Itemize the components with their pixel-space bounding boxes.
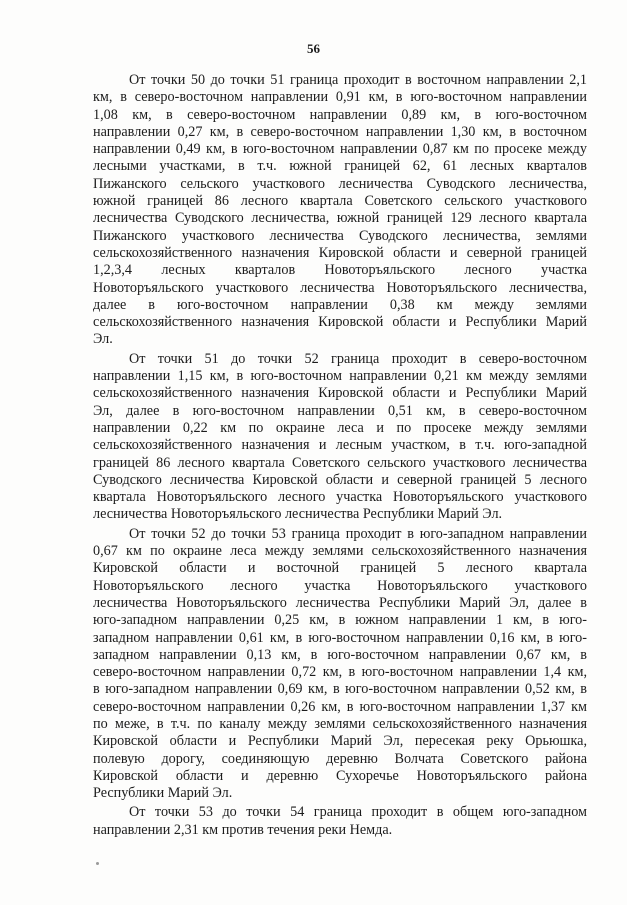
text-line: лесничества Суводского лесничества, южной границей 129 лесного квартала bbox=[93, 210, 587, 227]
text-line: по меже, в т.ч. по каналу между землями сельскохозяйственного назначения bbox=[93, 715, 587, 732]
paragraph-points-50-51 bbox=[93, 72, 587, 349]
text-line: Кировской области и деревню Сухоречье Новоторъяльского района bbox=[93, 767, 587, 784]
text-line: км, в северо-восточном направлении 0,91 км, в юго-восточном направлении bbox=[93, 89, 587, 106]
text-line: далее в юго-восточном направлении 0,38 км между землями bbox=[93, 296, 587, 313]
text-line: сельскохозяйственного назначения Кировской области и Республики Марий bbox=[93, 385, 587, 402]
text-line: Пижанского сельского участкового лесничества Суводского лесничества, bbox=[93, 175, 587, 192]
text-line: лесничества Новоторъяльского лесничества Республики Марий Эл. bbox=[93, 506, 503, 523]
text-line: западном направлении 0,61 км, в юго-восточном направлении 0,16 км, в юго- bbox=[93, 629, 587, 646]
text-line: полевую дорогу, соединяющую деревню Волчата Советского района bbox=[93, 750, 587, 767]
text-line: 0,67 км по окраине леса между землями сельскохозяйственного назначения bbox=[93, 543, 587, 560]
text-line: Новоторъяльского лесного участка Новоторъяльского участкового bbox=[93, 577, 587, 594]
text-line: От точки 53 до точки 54 граница проходит в общем юго-западном bbox=[129, 804, 587, 821]
page-number: 56 bbox=[307, 41, 320, 56]
text-line: От точки 52 до точки 53 граница проходит в юго-западном направлении bbox=[129, 525, 587, 542]
text-line: юго-западном направлении 0,25 км, в южном направлении 1 км, в юго- bbox=[93, 612, 587, 629]
text-line: южной границей 86 лесного квартала Советского сельского участкового bbox=[93, 193, 587, 210]
text-line: Кировской области и Республики Марий Эл, пересекая реку Орьюшка, bbox=[93, 733, 587, 750]
paragraph-points-52-53 bbox=[93, 526, 587, 803]
text-line: северо-восточном направлении 0,72 км, в юго-восточном направлении 1,4 км, bbox=[93, 664, 587, 681]
body-text bbox=[93, 72, 587, 841]
text-line: Пижанского участкового лесничества Суводского лесничества, землями bbox=[93, 227, 587, 244]
text-line: Республики Марий Эл. bbox=[93, 785, 233, 802]
text-line: лесными участками, в т.ч. южной границей 62, 61 лесных кварталов bbox=[93, 158, 587, 175]
text-line: Кировской области и восточной границей 5 лесного квартала bbox=[93, 560, 587, 577]
paragraph-points-51-52 bbox=[93, 351, 587, 524]
text-line: сельскохозяйственного назначения Кировской области и северной границей bbox=[93, 244, 587, 261]
text-line: сельскохозяйственного назначения и лесным участком, в т.ч. юго-западной bbox=[93, 437, 587, 454]
text-line: границей 86 лесного квартала Советского сельского участкового лесничества bbox=[93, 454, 587, 471]
paragraph-points-53-54 bbox=[93, 804, 587, 839]
text-line: Эл, далее в юго-восточном направлении 0,51 км, в северо-восточном bbox=[93, 402, 587, 419]
text-line: лесничества Новоторъяльского лесничества Республики Марий Эл, далее в bbox=[93, 594, 587, 611]
text-line: 1,08 км, в северо-восточном направлении 0,89 км, в юго-восточном bbox=[93, 106, 587, 123]
text-line: западном направлении 0,13 км, в юго-восточном направлении 0,67 км, в bbox=[93, 646, 587, 663]
text-line: От точки 51 до точки 52 граница проходит в северо-восточном bbox=[129, 350, 587, 367]
text-line: Новоторъяльского участкового лесничества Новоторъяльского лесничества, bbox=[93, 279, 587, 296]
text-line: сельскохозяйственного назначения Кировской области и Республики Марий bbox=[93, 314, 587, 331]
text-line: От точки 50 до точки 51 граница проходит в восточном направлении 2,1 bbox=[129, 72, 587, 88]
text-line: направлении 2,31 км против течения реки Немда. bbox=[93, 821, 393, 838]
text-line: квартала Новоторъяльского лесного участка Новоторъяльского участкового bbox=[93, 489, 587, 506]
text-line: направлении 0,49 км, в юго-восточном направлении 0,87 км по просеке между bbox=[93, 141, 587, 158]
text-line: Суводского лесничества Кировской области и северной границей 5 лесного bbox=[93, 471, 587, 488]
text-line: Эл. bbox=[93, 331, 113, 348]
text-line: северо-восточном направлении 0,26 км, в юго-восточном направлении 1,37 км bbox=[93, 698, 587, 715]
text-line: направлении 0,22 км по окраине леса и по просеке между землями bbox=[93, 419, 587, 436]
text-line: в юго-западном направлении 0,69 км, в юго-восточном направлении 0,52 км, в bbox=[93, 681, 587, 698]
text-line: 1,2,3,4 лесных кварталов Новоторъяльского лесного участка bbox=[93, 262, 587, 279]
scan-speck bbox=[96, 862, 99, 865]
text-line: направлении 1,15 км, в юго-восточном направлении 0,21 км между землями bbox=[93, 368, 587, 385]
text-line: направлении 0,27 км, в северо-восточном направлении 1,30 км, в восточном bbox=[93, 123, 587, 140]
